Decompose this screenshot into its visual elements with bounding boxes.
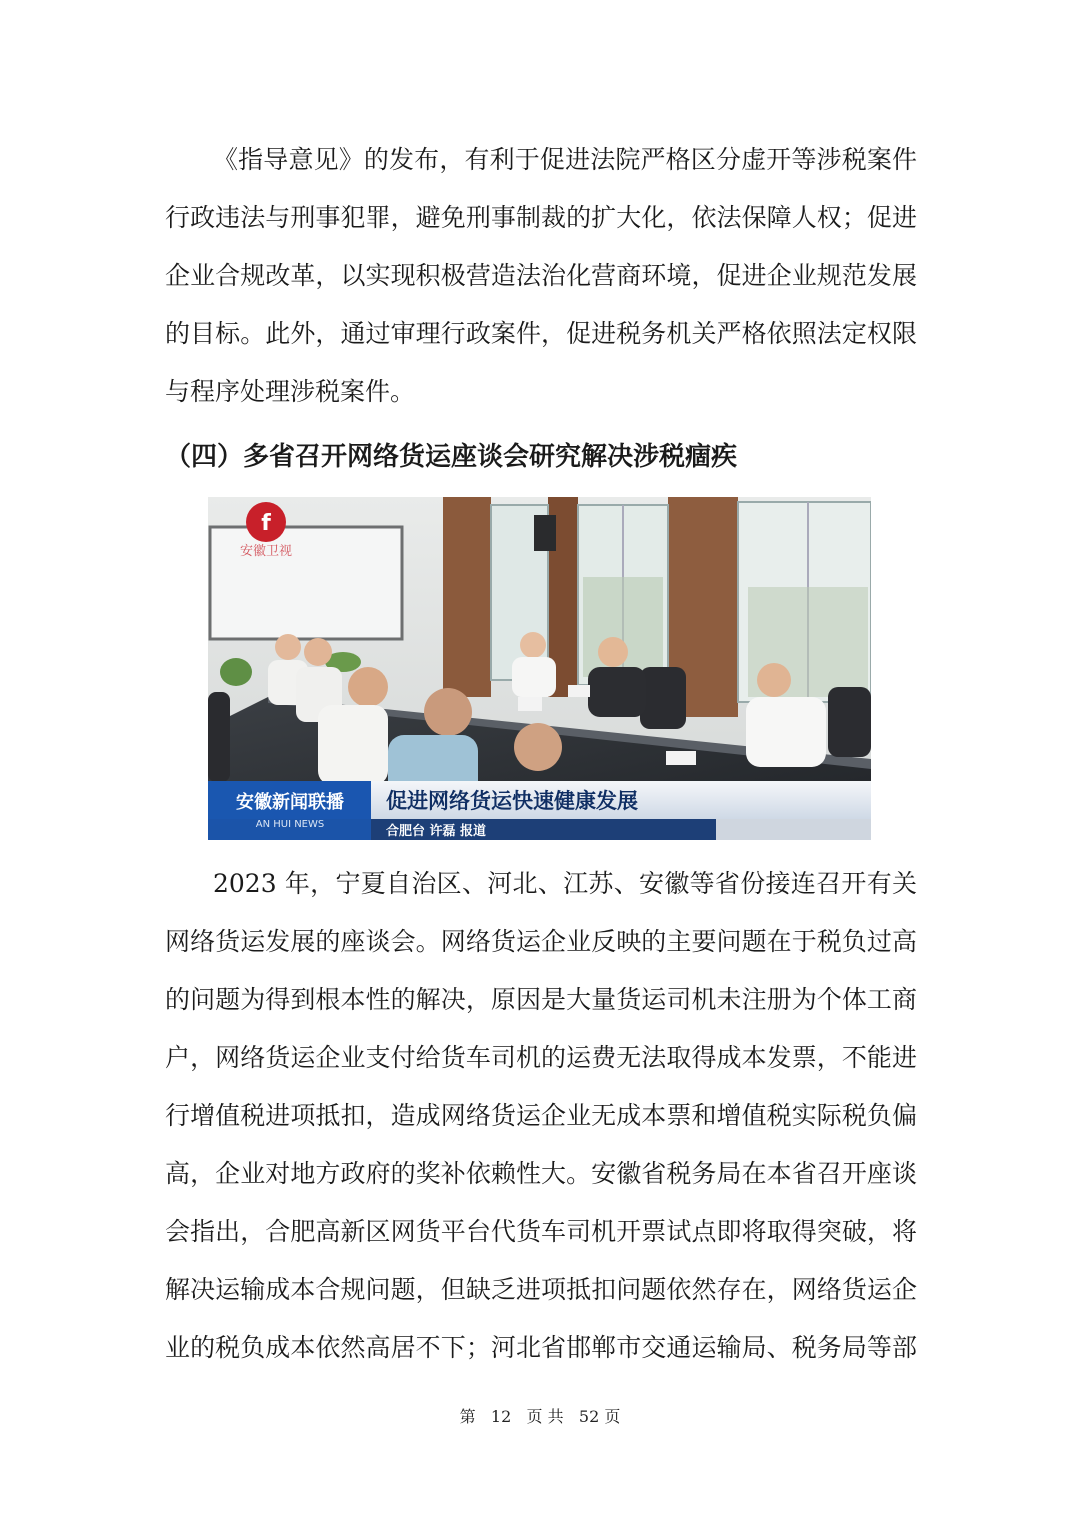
page-number-footer: [0, 1404, 1080, 1427]
text-line: 行政违法与刑事犯罪，避免刑事制裁的扩大化，依法保障人权；促进: [165, 203, 917, 232]
tv-station-logo-text: 安徽卫视: [239, 544, 293, 559]
news-screenshot-image: [208, 497, 871, 840]
text-line: 的问题为得到根本性的解决，原因是大量货运司机未注册为个体工商: [165, 985, 917, 1014]
text-line: 2023 年，宁夏自治区、河北、江苏、安徽等省份接连召开有关: [213, 869, 917, 898]
text-line: 的目标。此外，通过审理行政案件，促进税务机关严格依照法定权限: [165, 319, 917, 348]
text-line: 《指导意见》的发布，有利于促进法院严格区分虚开等涉税案件: [213, 145, 917, 174]
current-page-number: 12: [490, 1407, 512, 1426]
text-line: 行增值税进项抵扣，造成网络货运企业无成本票和增值税实际税负偏: [165, 1101, 917, 1130]
program-name: 安徽新闻联播: [236, 792, 344, 813]
text-line: 网络货运发展的座谈会。网络货运企业反映的主要问题在于税负过高: [165, 927, 917, 956]
news-headline: 促进网络货运快速健康发展: [386, 789, 638, 813]
svg-text:f: f: [261, 511, 271, 536]
section-heading: （四）多省召开网络货运座谈会研究解决涉税痼疾: [165, 442, 738, 472]
text-line: 会指出，合肥高新区网货平台代货车司机开票试点即将取得突破，将: [165, 1217, 917, 1246]
text-line: 解决运输成本合规问题，但缺乏进项抵扣问题依然存在，网络货运企: [165, 1275, 917, 1304]
tv-station-logo-icon: [246, 502, 286, 542]
text-line: 高，企业对地方政府的奖补依赖性大。安徽省税务局在本省召开座谈: [165, 1159, 917, 1188]
text-line: 业的税负成本依然高居不下；河北省邯郸市交通运输局、税务局等部: [165, 1333, 917, 1362]
paragraph-1: [165, 131, 917, 421]
program-name-en: AN HUI NEWS: [255, 819, 325, 830]
footer-prefix: 第: [459, 1407, 476, 1426]
text-line: 与程序处理涉税案件。: [165, 377, 416, 406]
total-page-number: 52: [578, 1407, 600, 1426]
footer-middle: 页 共: [526, 1407, 564, 1426]
footer-suffix: 页: [604, 1407, 621, 1426]
reporter-line: 合肥台 许磊 报道: [386, 824, 487, 839]
text-line: 企业合规改革，以实现积极营造法治化营商环境，促进企业规范发展: [165, 261, 917, 290]
paragraph-2: [165, 855, 917, 1377]
text-line: 户，网络货运企业支付给货车司机的运费无法取得成本发票，不能进: [165, 1043, 917, 1072]
